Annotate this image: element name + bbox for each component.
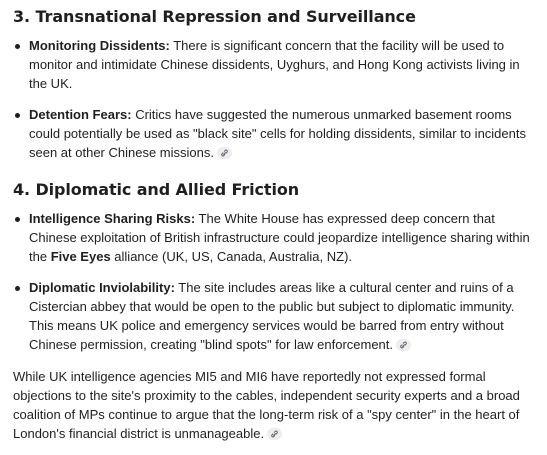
list-item-diplomatic-inviolability <box>13 278 537 354</box>
item-label: Detention Fears: <box>29 107 132 122</box>
bullet-list <box>13 36 537 162</box>
list-item-intelligence-sharing <box>13 209 537 266</box>
closing-text: While UK intelligence agencies MI5 and MI6 have reportedly not expressed formal objections to the site's proximity to the cables, independent security experts and a broad coalition of MPs continue to argue that the long-term risk of a "spy center" in the heart of London's financial district is unmanageable. <box>13 369 520 441</box>
list-item-monitoring-dissidents <box>13 36 537 93</box>
item-text: alliance (UK, US, Canada, Australia, NZ). <box>110 249 353 264</box>
item-label: Intelligence Sharing Risks: <box>29 211 196 226</box>
link-icon <box>270 430 279 438</box>
bullet-list <box>13 209 537 354</box>
item-label: Monitoring Dissidents: <box>29 38 170 53</box>
item-text: Critics have suggested the numerous unmarked basement rooms could potentially be used as "black site" cells for holding dissidents, similar to incidents seen at other Chinese missions. <box>29 107 526 160</box>
closing-paragraph <box>13 367 537 443</box>
item-text: The White House has expressed deep concern that Chinese exploitation of British infrastructure could jeopardize intelligence sharing within the <box>29 211 530 264</box>
list-item-detention-fears <box>13 105 537 162</box>
item-text: There is significant concern that the facility will be used to monitor and intimidate Chinese dissidents, Uyghurs, and Hong Kong activists living in the UK. <box>29 38 520 91</box>
section-heading-transnational-repression: 3. Transnational Repression and Surveillance <box>13 7 416 26</box>
link-icon <box>220 149 229 157</box>
item-label: Diplomatic Inviolability: <box>29 280 175 295</box>
section-heading-diplomatic-friction: 4. Diplomatic and Allied Friction <box>13 180 300 199</box>
citation-link-button[interactable] <box>217 147 232 159</box>
link-icon <box>399 341 408 349</box>
item-emphasis: Five Eyes <box>50 249 111 264</box>
item-text: The site includes areas like a cultural center and ruins of a Cistercian abbey that would be open to the public but subject to diplomatic immunity. This means UK police and emergency services would be barred from entry without Chinese permission, creating "blind spots" for law enforcement. <box>29 280 515 352</box>
citation-link-button[interactable] <box>267 428 282 440</box>
citation-link-button[interactable] <box>396 339 411 351</box>
